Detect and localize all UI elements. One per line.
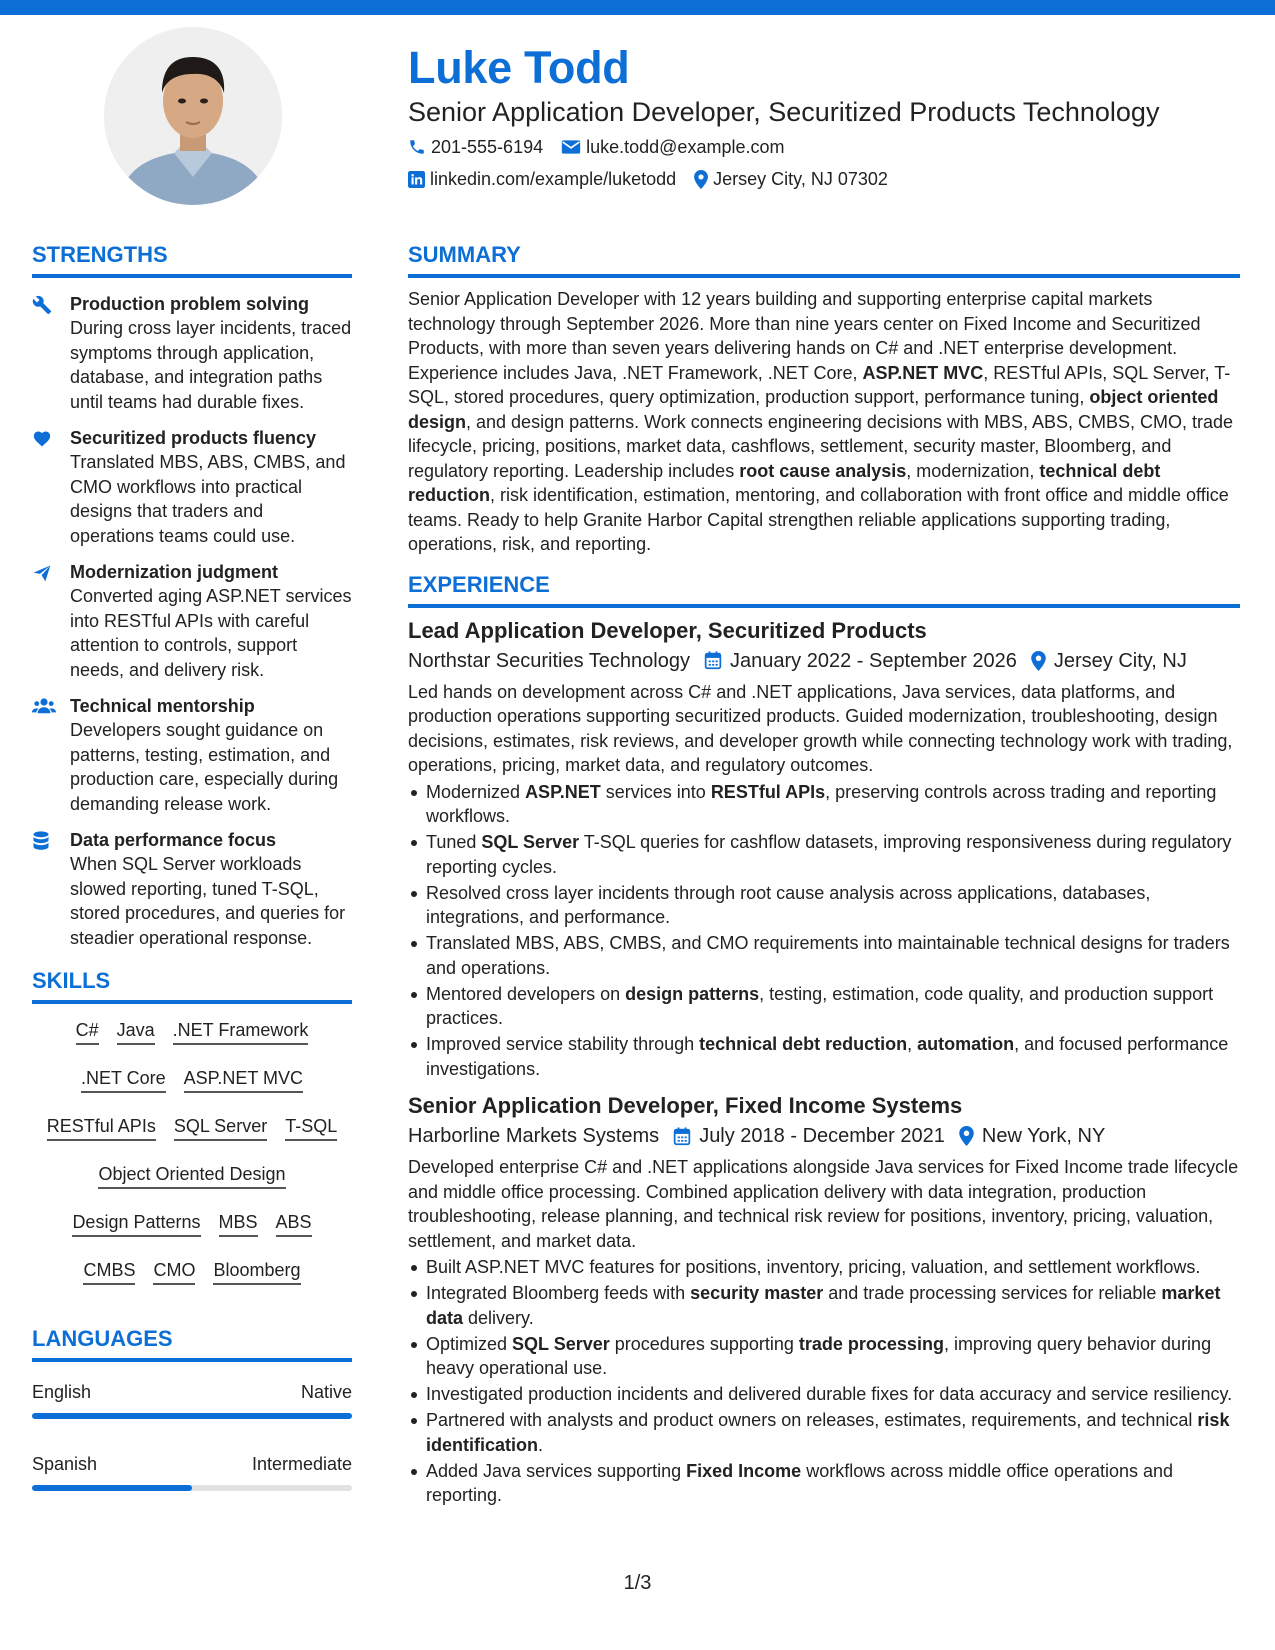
job-bullet: Integrated Bloomberg feeds with security master and trade processing services for reliable market data delivery. [408,1281,1240,1330]
job-bullet: Tuned SQL Server T-SQL queries for cashflow datasets, improving responsiveness during regulatory reporting cycles. [408,830,1240,879]
job-bullet: Optimized SQL Server procedures supporting trade processing, improving query behavior during heavy operational use. [408,1332,1240,1381]
skills-heading: SKILLS [32,968,111,993]
resume-header [408,40,1248,194]
linkedin-contact[interactable] [408,164,676,194]
envelope-icon [561,139,581,155]
summary-rule [408,274,1240,278]
language-proficiency-bar [32,1485,352,1491]
strength-title: Production problem solving [70,294,310,314]
contact-row-2 [408,164,1248,194]
paper-plane-icon [32,560,70,682]
job-company: Northstar Securities Technology [408,649,690,672]
database-icon [32,828,70,950]
location-contact [694,164,888,194]
strength-description: Translated MBS, ABS, CMBS, and CMO workflows into practical designs that traders and operations teams could use. [70,452,346,546]
strength-body [70,426,352,548]
skill-tag: Bloomberg [213,1258,300,1285]
map-pin-icon [694,170,708,189]
job-location: Jersey City, NJ [1053,649,1187,672]
skill-tag: Java [117,1018,155,1045]
job-entry [408,1091,1240,1508]
skills-row [32,1066,352,1114]
skill-tag: CMO [153,1258,195,1285]
strength-body [70,694,352,816]
email-address: luke.todd@example.com [586,137,785,157]
job-dates: July 2018 - December 2021 [699,1125,945,1147]
calendar-icon [704,651,730,670]
language-proficiency-fill [32,1413,352,1419]
languages-list [32,1380,352,1491]
skills-row [32,1114,352,1162]
skill-tag: SQL Server [174,1114,267,1141]
skill-tag: RESTful APIs [47,1114,156,1141]
language-name: Spanish [32,1454,98,1474]
location-text: Jersey City, NJ 07302 [713,169,888,189]
phone-contact[interactable] [408,132,543,162]
strength-item [32,560,352,682]
job-bullet: Partnered with analysts and product owners on releases, estimates, requirements, and technical risk identification. [408,1408,1240,1457]
job-bullet: Resolved cross layer incidents through root cause analysis across applications, databases, integrations, and performance. [408,881,1240,930]
strength-body [70,560,352,682]
strength-title: Modernization judgment [70,562,278,582]
skill-tag: C# [76,1018,99,1045]
phone-icon [408,138,426,156]
job-meta [408,646,1240,676]
skill-tag: ABS [276,1210,312,1237]
strength-description: Converted aging ASP.NET services into RESTful APIs with careful attention to controls, support needs, and delivery risk. [70,586,352,680]
profile-photo [104,27,282,205]
skill-tag: MBS [219,1210,258,1237]
strengths-heading: STRENGTHS [32,242,168,267]
left-column [32,240,352,1524]
strength-title: Data performance focus [70,830,277,850]
language-proficiency-bar [32,1413,352,1419]
right-column [408,240,1240,1509]
email-contact[interactable] [561,132,784,162]
strength-title: Securitized products fluency [70,428,317,448]
strength-description: Developers sought guidance on patterns, testing, estimation, and production care, especially during demanding release work. [70,720,339,814]
skill-tag: .NET Framework [173,1018,309,1045]
job-bullet: Improved service stability through technical debt reduction, automation, and focused performance investigations. [408,1032,1240,1081]
job-bullets [408,780,1240,1082]
strength-body [70,292,352,414]
job-company: Harborline Markets Systems [408,1125,660,1147]
map-pin-icon [959,1126,982,1146]
skills-row [32,1258,352,1306]
job-title: Senior Application Developer, Fixed Income Systems [408,1093,963,1118]
strength-item [32,426,352,548]
wrench-icon [32,292,70,414]
strengths-list [32,292,352,950]
summary-heading: SUMMARY [408,242,521,267]
job-entry [408,616,1240,1082]
strength-item [32,694,352,816]
job-dates-wrap [704,646,1017,676]
strength-description: When SQL Server workloads slowed reporting, tuned T-SQL, stored procedures, and queries for steadier operational response. [70,854,346,948]
skill-tag: .NET Core [81,1066,166,1093]
language-row [32,1380,352,1404]
strength-item [32,828,352,950]
contact-row-1 [408,132,1248,162]
language-proficiency-fill [32,1485,192,1491]
strength-item [32,292,352,414]
language-level: Native [300,1382,352,1402]
linkedin-url: linkedin.com/example/luketodd [430,169,677,189]
language-item [32,1452,352,1491]
language-level: Intermediate [251,1454,352,1474]
job-bullet: Added Java services supporting Fixed Income workflows across middle office operations and reporting. [408,1459,1240,1508]
skill-tag: ASP.NET MVC [184,1066,303,1093]
job-description: Led hands on development across C# and .NET applications, Java services, data platforms, and production operations supporting securitized products. Guided modernization, troubleshooting, design decisions, estimates, risk reviews, and developer growth while connecting technology work with trading, operations, pricing, market data, and regulatory outcomes. [408,681,1233,775]
job-bullet: Built ASP.NET MVC features for positions, inventory, pricing, valuation, and settlement workflows. [408,1255,1240,1280]
languages-rule [32,1358,352,1362]
strength-body [70,828,352,950]
skills-list [32,1004,352,1306]
job-bullet: Mentored developers on design patterns, testing, estimation, code quality, and production support practices. [408,982,1240,1031]
skills-row [32,1210,352,1258]
skill-tag: T-SQL [285,1114,337,1141]
job-location: New York, NY [981,1125,1106,1147]
job-location-wrap [959,1121,1105,1151]
candidate-name: Luke Todd [408,42,630,93]
skill-tag: Object Oriented Design [98,1162,285,1189]
skill-tag: CMBS [83,1258,135,1285]
strength-title: Technical mentorship [70,696,255,716]
strength-description: During cross layer incidents, traced symptoms through application, database, and integration paths until teams had durable fixes. [70,318,352,412]
top-accent-bar [0,0,1275,15]
skill-tag: Design Patterns [72,1210,200,1237]
language-item [32,1380,352,1419]
strengths-rule [32,274,352,278]
job-bullet: Translated MBS, ABS, CMBS, and CMO requirements into maintainable technical designs for traders and operations. [408,931,1240,980]
linkedin-icon [408,171,425,188]
job-title: Lead Application Developer, Securitized Products [408,617,927,643]
languages-heading: LANGUAGES [32,1326,173,1351]
summary-text: Senior Application Developer with 12 years building and supporting enterprise capital markets technology through September 2026. More than nine years center on Fixed Income and Securitized Products, with more than seven years delivering hands on C# and .NET enterprise development. Experience includes Java, .NET Framework, .NET Core, ASP.NET MVC, RESTful APIs, SQL Server, T-SQL, stored procedures, query optimization, production support, performance tuning, object oriented design, and design patterns. Work connects engineering decisions with MBS, ABS, CMBS, CMO, trade lifecycle, pricing, positions, market data, cashflows, settlement, security master, Bloomberg, and regulatory reporting. Leadership includes root cause analysis, modernization, technical debt reduction, risk identification, estimation, mentoring, and collaboration with front office and middle office teams. Ready to help Granite Harbor Capital strengthen reliable applications supporting trading, operations, risk, and reporting. [408,289,1234,554]
experience-heading: EXPERIENCE [408,571,550,597]
language-name: English [32,1382,92,1402]
calendar-icon [673,1127,699,1146]
skills-row [32,1162,352,1210]
job-description: Developed enterprise C# and .NET applications alongside Java services for Fixed Income trade lifecycle and middle office processing. Combined application delivery with data integration, production troubleshooting, release planning, and technical risk review for positions, inventory, pricing, valuation, settlement, and market data. [408,1157,1239,1251]
job-meta [408,1121,1240,1151]
job-dates: January 2022 - September 2026 [730,649,1017,672]
jobs-list [408,616,1240,1508]
skills-row [32,1004,352,1066]
phone-number: 201-555-6194 [431,137,544,157]
job-location-wrap [1031,646,1187,676]
job-dates-wrap [673,1121,945,1151]
experience-rule [408,604,1240,608]
job-bullet: Investigated production incidents and delivered durable fixes for data accuracy and service resiliency. [408,1382,1240,1407]
map-pin-icon [1031,651,1054,671]
users-icon [32,694,70,816]
job-bullets [408,1255,1240,1508]
candidate-title: Senior Application Developer, Securitized Products Technology [408,97,1160,127]
language-row [32,1452,352,1476]
job-bullet: Modernized ASP.NET services into RESTful APIs, preserving controls across trading and reporting workflows. [408,780,1240,829]
page-number: 1/3 [623,1572,652,1594]
heart-icon [32,426,70,548]
